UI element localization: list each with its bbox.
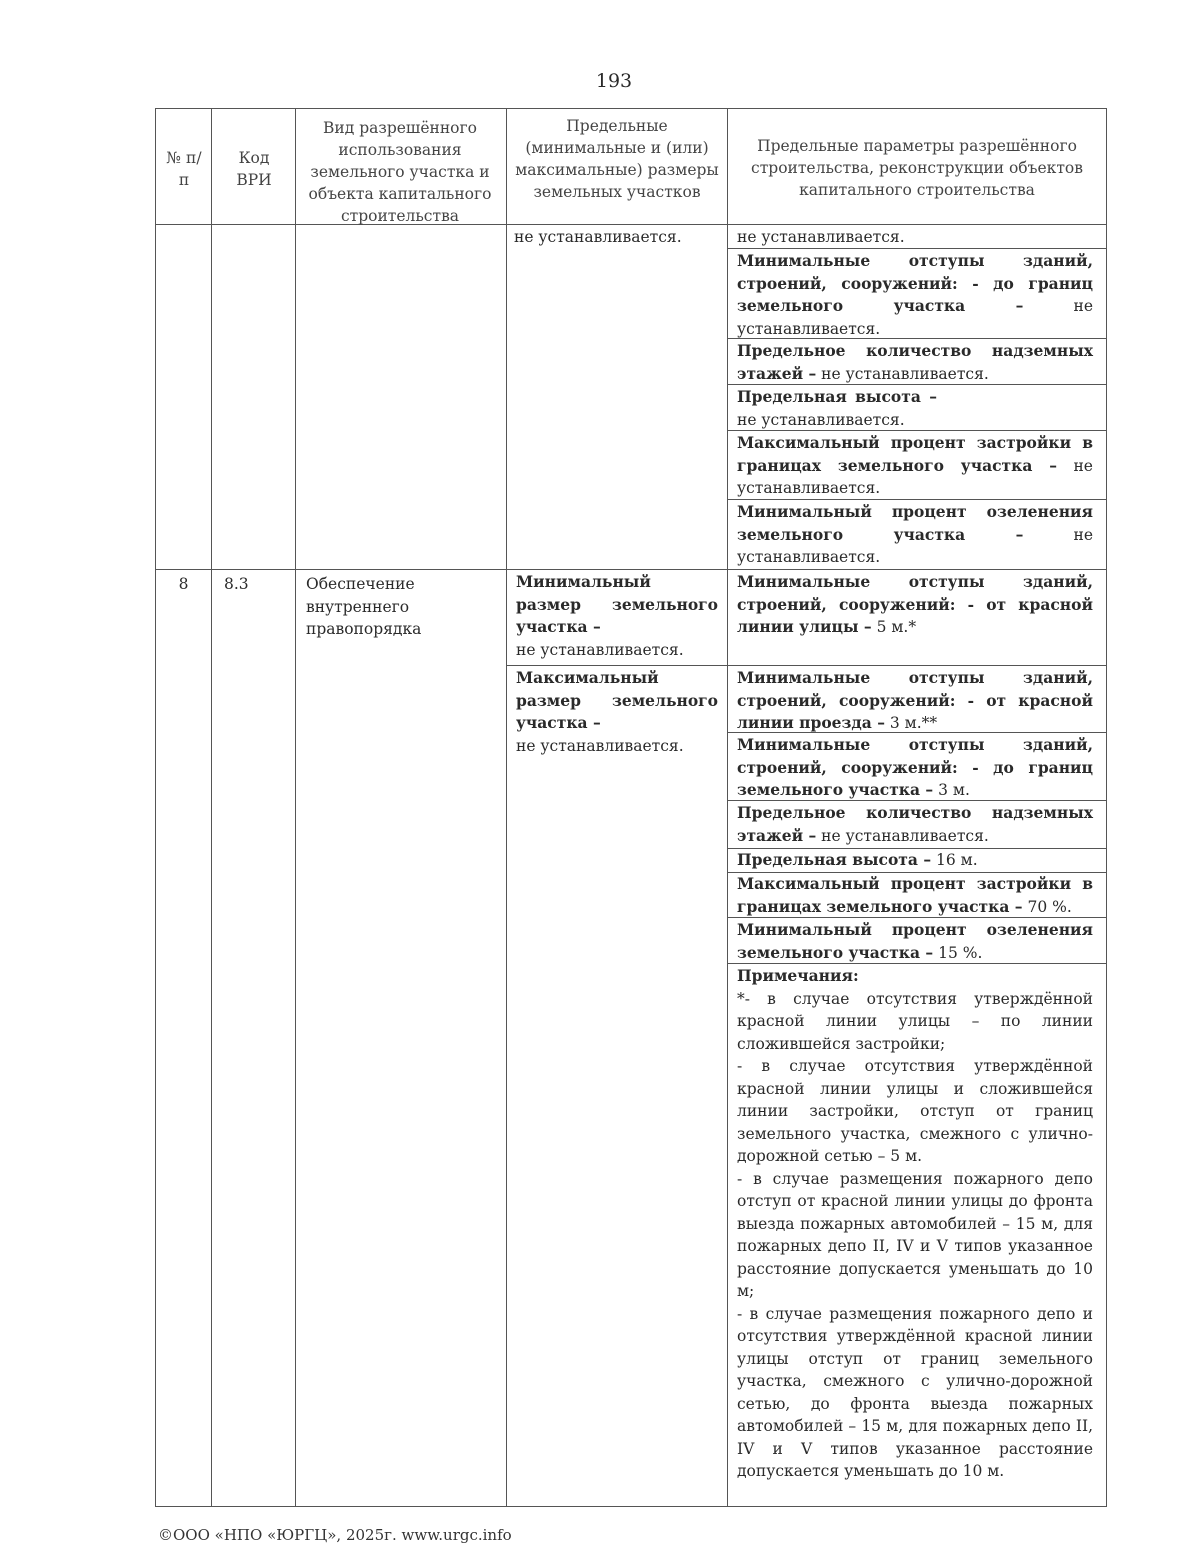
row8-param-6: Максимальный процент застройки в границах земельного участка – 70 %. — [737, 874, 1093, 916]
continued-param-3: Предельное количество надземных этажей – не устанавливается. — [737, 341, 1093, 383]
continued-size-text: не устанавливается. — [514, 228, 682, 246]
row8-param-1: Минимальные отступы зданий, строений, сооружений: - от красной линии улицы – 5 м.* — [737, 572, 1093, 636]
header-num: № п/п — [166, 149, 202, 189]
note-1: *- в случае отсутствия утверждённой красной линии улицы – по линии сложившейся застройки; — [737, 989, 1093, 1053]
continued-param-6: Минимальный процент озеленения земельного участка – не устанавливается. — [737, 502, 1093, 566]
note-4: - в случае размещения пожарного депо и отсутствия утверждённой красной линии улицы отступ от границ земельного участка, смежного с улично-дорожной сетью, до фронта выезда пожарных автомобилей – 15 м, для пожарных депо II, IV и V типов указанное расстояние допускается уменьшать до 10 м. — [737, 1304, 1093, 1480]
page-number: 193 — [595, 70, 633, 92]
page-footer: ©ООО «НПО «ЮРГЦ», 2025г. www.urgc.info — [158, 1526, 512, 1544]
continued-param-1: не устанавливается. — [737, 228, 905, 246]
row8-param-3: Минимальные отступы зданий, строений, сооружений: - до границ земельного участка – 3 м. — [737, 735, 1093, 799]
land-use-table — [155, 108, 1107, 1507]
row8-code: 8.3 — [224, 575, 249, 593]
row8-param-4: Предельное количество надземных этажей – не устанавливается. — [737, 803, 1093, 845]
row8-param-2: Минимальные отступы зданий, строений, сооружений: - от красной линии проезда – 3 м.** — [737, 668, 1093, 732]
row8-param-5: Предельная высота – 16 м. — [737, 850, 978, 869]
continued-param-4: Предельная высота – не устанавливается. — [737, 387, 937, 429]
header-use-type: Вид разрешённого использования земельного участка и объекта капитального строительства — [308, 119, 492, 225]
continued-param-5: Максимальный процент застройки в границах земельного участка – не устанавливается. — [737, 433, 1093, 497]
header-plot-sizes: Предельные (минимальные и (или) максимальные) размеры земельных участков — [515, 117, 719, 201]
row8-use-type: Обеспечение внутреннего правопорядка — [306, 575, 422, 638]
row8-param-7: Минимальный процент озеленения земельного участка – 15 %. — [737, 920, 1093, 962]
row8-num: 8 — [178, 575, 189, 593]
note-3: - в случае размещения пожарного депо отступ от красной линии улицы до фронта выезда пожарных автомобилей – 15 м, для пожарных депо II, IV и V типов указанное расстояние допускается уменьшать до 10 м; — [737, 1169, 1093, 1300]
row8-min-size: Минимальный размер земельного участка – не устанавливается. — [516, 572, 718, 659]
note-2: - в случае отсутствия утверждённой красной линии улицы и сложившейся линии застройки, отступ от границ земельного участка, смежного с улично-дорожной сетью – 5 м. — [737, 1057, 1093, 1165]
header-code: Код ВРИ — [236, 149, 272, 189]
header-build-params: Предельные параметры разрешённого строительства, реконструкции объектов капитального строительства — [751, 137, 1083, 199]
row8-max-size: Максимальный размер земельного участка – не устанавливается. — [516, 668, 718, 755]
notes-title: Примечания: — [737, 966, 859, 985]
continued-param-2: Минимальные отступы зданий, строений, сооружений: - до границ земельного участка – не устанавливается. — [737, 251, 1093, 338]
row8-notes — [737, 965, 1093, 1483]
